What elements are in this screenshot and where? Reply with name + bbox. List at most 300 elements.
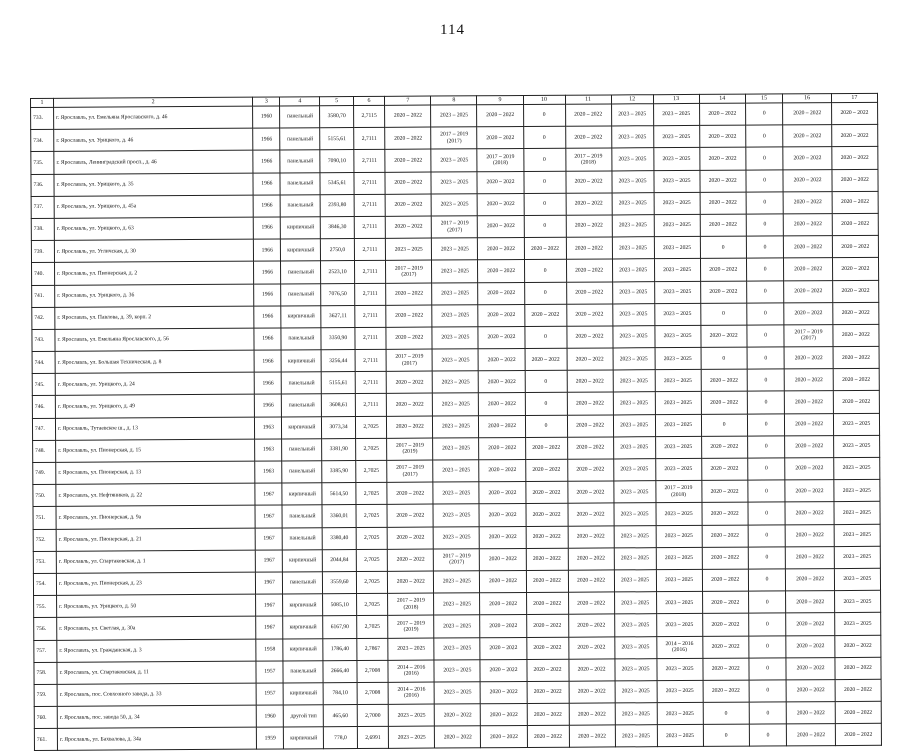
table-cell: 2666,40 xyxy=(323,660,357,682)
address-cell: г. Ярославль, ул. Пионерская, д. 15 xyxy=(56,439,255,462)
table-cell: 2020 – 2022 xyxy=(702,613,748,635)
table-cell: 0 xyxy=(747,436,785,458)
table-cell: 5614,50 xyxy=(322,483,356,505)
table-cell: 2020 – 2022 xyxy=(480,526,526,548)
table-cell: кирпичный xyxy=(282,483,322,505)
table-cell: 2020 – 2022 xyxy=(480,615,526,637)
address-cell: г. Ярославль, пос. завода 50, д. 34 xyxy=(57,705,256,728)
table-cell: 2017 – 2019 (2017) xyxy=(431,127,477,149)
table-cell: 2023 – 2025 xyxy=(655,414,701,436)
table-cell: 2020 – 2022 xyxy=(524,237,566,259)
table-cell: 2023 – 2025 xyxy=(653,170,699,192)
table-cell: 2023 – 2025 xyxy=(432,238,478,260)
address-cell: г. Ярославль, ул. Урицкого, д. 35 xyxy=(54,173,253,196)
table-cell: 465,60 xyxy=(323,705,357,727)
table-cell: 2020 – 2022 xyxy=(527,659,569,681)
table-cell: 739. xyxy=(31,240,54,262)
table-cell: 2023 – 2025 xyxy=(432,282,478,304)
table-cell: 1966 xyxy=(254,372,281,394)
column-header: 17 xyxy=(831,93,877,102)
table-cell: панельный xyxy=(280,106,320,128)
table-cell: 2020 – 2022 xyxy=(386,283,432,305)
column-header: 12 xyxy=(611,95,653,104)
table-cell: 2020 – 2022 xyxy=(386,371,432,393)
table-cell: 2020 – 2022 xyxy=(478,238,524,260)
table-cell: 2523,10 xyxy=(321,261,355,283)
table-cell: 7076,50 xyxy=(321,283,355,305)
table-cell: 1966 xyxy=(254,239,281,261)
table-cell: 2,7025 xyxy=(356,527,388,549)
table-cell: 2020 – 2022 xyxy=(699,148,745,170)
table-cell: 2020 – 2022 xyxy=(566,326,612,348)
table-cell: 2020 – 2022 xyxy=(784,302,832,324)
table-cell: 2,7025 xyxy=(355,416,387,438)
table-cell: 1967 xyxy=(255,550,282,572)
table-cell: 0 xyxy=(749,658,787,680)
table-cell: 0 xyxy=(747,303,785,325)
table-cell: 2,7111 xyxy=(354,172,386,194)
table-cell: 2020 – 2022 xyxy=(566,237,612,259)
table-cell: 2023 – 2025 xyxy=(834,524,880,546)
address-cell: г. Ярославль, ул. Урицкого, д. 46 xyxy=(54,128,253,151)
table-cell: 2020 – 2022 xyxy=(480,548,526,570)
table-cell: 2,7025 xyxy=(356,460,388,482)
table-cell: 2020 – 2022 xyxy=(567,459,613,481)
table-cell: 3580,70 xyxy=(320,106,354,128)
table-cell: 743. xyxy=(32,329,55,351)
table-cell: 742. xyxy=(32,307,55,329)
table-cell: 3360,01 xyxy=(322,505,356,527)
table-cell: 2023 – 2025 xyxy=(433,482,479,504)
table-cell: кирпичный xyxy=(284,683,324,705)
table-cell: другой тип xyxy=(284,705,324,727)
table-cell: 2023 – 2025 xyxy=(431,105,477,127)
table-cell: 2023 – 2025 xyxy=(613,414,655,436)
table-cell: 2023 – 2025 xyxy=(432,349,478,371)
table-row xyxy=(34,724,881,751)
table-cell: 0 xyxy=(524,171,566,193)
table-cell: 759. xyxy=(34,684,57,706)
table-cell: 2020 – 2022 xyxy=(566,215,612,237)
table-cell: 2020 – 2022 xyxy=(527,725,569,747)
table-cell: 2023 – 2025 xyxy=(834,480,880,502)
table-cell: 2020 – 2022 xyxy=(566,304,612,326)
table-cell: 2020 – 2022 xyxy=(479,393,525,415)
table-cell: 784,10 xyxy=(323,682,357,704)
table-cell: 2014 – 2016 (2016) xyxy=(388,660,434,682)
column-header: 16 xyxy=(783,94,831,103)
table-cell: 2023 – 2025 xyxy=(612,192,654,214)
column-header: 8 xyxy=(431,96,477,105)
table-cell: 2020 – 2022 xyxy=(478,215,524,237)
table-cell: 2020 – 2022 xyxy=(702,502,748,524)
table-cell: 2,7025 xyxy=(356,483,388,505)
table-cell: 2023 – 2025 xyxy=(612,281,654,303)
table-cell: 2017 – 2019 (2018) xyxy=(388,593,434,615)
table-cell: 2023 – 2025 xyxy=(655,347,701,369)
table-cell: 3627,11 xyxy=(321,305,355,327)
table-cell: 747. xyxy=(32,418,55,440)
address-cell: г. Ярославль, ул. Угличская, д. 30 xyxy=(54,239,253,262)
table-cell: 2020 – 2022 xyxy=(702,569,748,591)
table-cell: 0 xyxy=(746,169,784,191)
column-header: 4 xyxy=(280,97,320,106)
table-cell: 2020 – 2022 xyxy=(783,125,831,147)
table-cell: 0 xyxy=(524,282,566,304)
table-cell: 2020 – 2022 xyxy=(525,437,567,459)
table-cell: 2020 – 2022 xyxy=(525,348,567,370)
table-cell: 1966 xyxy=(253,173,280,195)
address-cell: г. Ярославль, ул. Светлая, д. 30а xyxy=(57,616,256,639)
table-cell: 0 xyxy=(748,480,786,502)
address-cell: г. Ярославль, ул. Урицкого, д. 63 xyxy=(54,217,253,240)
table-cell: 2023 – 2025 xyxy=(615,703,657,725)
table-cell: 2023 – 2025 xyxy=(434,659,480,681)
table-cell: 2023 – 2025 xyxy=(433,460,479,482)
table-cell: 1966 xyxy=(254,350,281,372)
table-cell: 2020 – 2022 xyxy=(387,504,433,526)
table-cell: 0 xyxy=(700,303,746,325)
table-cell: 2,7000 xyxy=(357,704,389,726)
table-cell: 735. xyxy=(31,152,54,174)
table-cell: 1966 xyxy=(253,195,280,217)
table-cell: 2017 – 2019 (2017) xyxy=(386,260,432,282)
table-cell: 2020 – 2022 xyxy=(479,504,525,526)
table-cell: 2023 – 2025 xyxy=(433,438,479,460)
table-cell: 3350,90 xyxy=(321,327,355,349)
table-cell: панельный xyxy=(281,194,321,216)
table-cell: 760. xyxy=(34,706,57,728)
table-cell: 2020 – 2022 xyxy=(569,703,615,725)
address-cell: г. Ярославль, ул. Павлова, д. 39, корп. 2 xyxy=(55,306,254,329)
table-cell: 758. xyxy=(34,662,57,684)
table-cell: 2020 – 2022 xyxy=(481,726,527,748)
table-cell: кирпичный xyxy=(281,305,321,327)
address-cell: г. Ярославль, Ленинградский просп., д. 46 xyxy=(54,151,253,174)
table-cell: 753. xyxy=(33,551,56,573)
table-cell: 2020 – 2022 xyxy=(702,636,748,658)
table-cell: 2020 – 2022 xyxy=(567,481,613,503)
table-cell: 2020 – 2022 xyxy=(785,347,833,369)
table-cell: 733. xyxy=(31,107,54,129)
table-cell: 2020 – 2022 xyxy=(566,281,612,303)
table-cell: 1960 xyxy=(256,705,283,727)
table-cell: панельный xyxy=(281,261,321,283)
address-cell: г. Ярославль, ул. Пионерская, д. 9а xyxy=(56,506,255,529)
table-cell: 7090,10 xyxy=(320,150,354,172)
table-cell: 2020 – 2022 xyxy=(386,327,432,349)
table-cell: панельный xyxy=(281,283,321,305)
table-cell: 2023 – 2025 xyxy=(654,192,700,214)
address-cell: г. Ярославль, ул. Урицкого, д. 45а xyxy=(54,195,253,218)
table-cell: 2,7025 xyxy=(356,616,388,638)
table-cell: 2023 – 2025 xyxy=(434,593,480,615)
table-cell: 1959 xyxy=(257,727,284,749)
table-cell: 0 xyxy=(703,702,749,724)
table-cell: 2023 – 2025 xyxy=(432,304,478,326)
table-cell: 0 xyxy=(523,149,565,171)
table-cell: 2020 – 2022 xyxy=(478,260,524,282)
column-header: 5 xyxy=(320,97,354,106)
table-cell: 2020 – 2022 xyxy=(785,391,833,413)
table-cell: 2020 – 2022 xyxy=(566,193,612,215)
table-cell: 2020 – 2022 xyxy=(784,191,832,213)
table-cell: 2023 – 2025 xyxy=(433,526,479,548)
table-cell: 1967 xyxy=(255,483,282,505)
table-cell: 2020 – 2022 xyxy=(526,615,568,637)
table-cell: 2020 – 2022 xyxy=(832,258,878,280)
table-cell: панельный xyxy=(282,372,322,394)
table-cell: 1967 xyxy=(256,616,283,638)
table-cell: 0 xyxy=(523,104,565,126)
table-cell: 2023 – 2025 xyxy=(834,568,880,590)
table-cell: 2023 – 2025 xyxy=(656,614,702,636)
table-cell: 2023 – 2025 xyxy=(614,592,656,614)
table-cell: 2020 – 2022 xyxy=(785,435,833,457)
table-cell: 2020 – 2022 xyxy=(785,502,833,524)
table-cell: 2023 – 2025 xyxy=(388,704,434,726)
table-cell: 2020 – 2022 xyxy=(388,571,434,593)
table-cell: 2020 – 2022 xyxy=(565,171,611,193)
table-cell: 2023 – 2025 xyxy=(433,371,479,393)
address-cell: г. Ярославль, ул. Пионерская, д. 23 xyxy=(56,572,255,595)
table-cell: панельный xyxy=(280,128,320,150)
table-cell: 2023 – 2025 xyxy=(654,281,700,303)
column-header: 13 xyxy=(653,94,699,103)
table-cell: 2044,84 xyxy=(323,549,357,571)
table-cell: 2020 – 2022 xyxy=(700,258,746,280)
table-cell: 2020 – 2022 xyxy=(701,458,747,480)
table-cell: 0 xyxy=(747,325,785,347)
table-cell: 2023 – 2025 xyxy=(655,370,701,392)
table-cell: 2020 – 2022 xyxy=(566,259,612,281)
table-cell: 2020 – 2022 xyxy=(702,525,748,547)
table-cell: 3380,40 xyxy=(322,527,356,549)
table-cell: 2023 – 2025 xyxy=(433,415,479,437)
table-cell: 2,7025 xyxy=(356,505,388,527)
table-cell: 0 xyxy=(748,613,786,635)
table-cell: 2020 – 2022 xyxy=(524,304,566,326)
table-cell: 3559,60 xyxy=(323,571,357,593)
table-cell: 746. xyxy=(32,396,55,418)
table-cell: 2020 – 2022 xyxy=(835,657,881,679)
table-cell: 1967 xyxy=(255,505,282,527)
table-cell: 2023 – 2025 xyxy=(657,725,703,747)
page-number: 114 xyxy=(440,22,465,38)
table-cell: 2020 – 2022 xyxy=(481,681,527,703)
table-cell: 2,7111 xyxy=(355,394,387,416)
table-cell: 0 xyxy=(525,393,567,415)
table-cell: панельный xyxy=(282,505,322,527)
table-cell: 2020 – 2022 xyxy=(385,127,431,149)
table-cell: 2023 – 2025 xyxy=(614,547,656,569)
table-cell: 2023 – 2025 xyxy=(432,260,478,282)
table-cell: 0 xyxy=(746,214,784,236)
table-cell: 1966 xyxy=(254,328,281,350)
table-cell: 2014 – 2016 (2016) xyxy=(388,682,434,704)
table-cell: 1966 xyxy=(253,128,280,150)
table-cell: 754. xyxy=(33,573,56,595)
table-cell: 2,7111 xyxy=(355,372,387,394)
table-cell: 2020 – 2022 xyxy=(385,105,431,127)
address-cell: г. Ярославль, ул. Урицкого, д. 49 xyxy=(55,395,254,418)
table-cell: 2020 – 2022 xyxy=(784,258,832,280)
table-cell: 2020 – 2022 xyxy=(701,436,747,458)
table-cell: панельный xyxy=(281,328,321,350)
table-cell: 2020 – 2022 xyxy=(478,304,524,326)
table-cell: 2023 – 2025 xyxy=(613,370,655,392)
table-cell: 2020 – 2022 xyxy=(435,704,481,726)
table-cell: 2023 – 2025 xyxy=(434,615,480,637)
table-cell: 2020 – 2022 xyxy=(783,147,831,169)
table-cell: 2023 – 2025 xyxy=(657,702,703,724)
table-cell: 2020 – 2022 xyxy=(526,592,568,614)
table-cell: 2023 – 2025 xyxy=(434,682,480,704)
table-cell: 3381,90 xyxy=(322,438,356,460)
table-cell: 2020 – 2022 xyxy=(786,591,834,613)
column-header: 15 xyxy=(745,94,783,103)
table-cell: панельный xyxy=(283,572,323,594)
table-cell: 2393,80 xyxy=(320,194,354,216)
table-cell: 2020 – 2022 xyxy=(786,546,834,568)
column-header: 14 xyxy=(699,94,745,103)
table-cell: 2020 – 2022 xyxy=(699,125,745,147)
address-cell: г. Ярославль, ул. Емельяна Ярославского, д. 46 xyxy=(54,106,253,129)
column-header: 6 xyxy=(353,96,384,105)
table-cell: 2023 – 2025 xyxy=(612,170,654,192)
table-cell: 1963 xyxy=(255,439,282,461)
table-cell: 2023 – 2025 xyxy=(614,525,656,547)
table-cell: 0 xyxy=(524,326,566,348)
table-cell: 0 xyxy=(524,215,566,237)
capital-repair-table xyxy=(30,93,882,751)
table-cell: 736. xyxy=(31,174,54,196)
table-cell: 2023 – 2025 xyxy=(433,393,479,415)
table-cell: 2020 – 2022 xyxy=(567,437,613,459)
table-cell: 2020 – 2022 xyxy=(385,194,431,216)
table-cell: 0 xyxy=(747,414,785,436)
table-cell: 0 xyxy=(525,415,567,437)
table-cell: 2020 – 2022 xyxy=(479,459,525,481)
table-cell: 0 xyxy=(745,103,783,125)
table-cell: 2020 – 2022 xyxy=(568,592,614,614)
table-cell: 750. xyxy=(33,485,56,507)
table-cell: 0 xyxy=(746,258,784,280)
table-cell: 2020 – 2022 xyxy=(783,169,831,191)
table-cell: 734. xyxy=(31,130,54,152)
table-cell: 2023 – 2025 xyxy=(657,680,703,702)
table-cell: 2020 – 2022 xyxy=(480,570,526,592)
table-cell: 2,6991 xyxy=(357,727,389,749)
table-cell: 0 xyxy=(701,347,747,369)
column-header: 3 xyxy=(253,97,280,106)
table-cell: 1957 xyxy=(256,661,283,683)
table-cell: 1960 xyxy=(253,106,280,128)
table-cell: 5345,61 xyxy=(320,172,354,194)
table-cell: 2020 – 2022 xyxy=(787,724,835,746)
table-cell: 2023 – 2025 xyxy=(613,326,655,348)
table-cell: 2,7008 xyxy=(357,682,389,704)
address-cell: г. Ярославль, ул. Спартаковская, д. 1 xyxy=(56,550,255,573)
table-cell: 757. xyxy=(34,640,57,662)
table-cell: 0 xyxy=(525,370,567,392)
table-cell: 6167,90 xyxy=(323,616,357,638)
table-cell: 2020 – 2022 xyxy=(831,102,877,124)
table-cell: 2020 – 2022 xyxy=(568,570,614,592)
table-cell: кирпичный xyxy=(281,239,321,261)
table-cell: 2017 – 2019 (2017) xyxy=(432,216,478,238)
table-cell: 2,7025 xyxy=(356,549,388,571)
table-cell: 2023 – 2025 xyxy=(654,214,700,236)
table-cell: 2020 – 2022 xyxy=(569,725,615,747)
table-cell: 2020 – 2022 xyxy=(435,726,481,748)
address-cell: г. Ярославль, Тутаевское ш., д. 13 xyxy=(56,417,255,440)
table-cell: 2020 – 2022 xyxy=(479,349,525,371)
table-cell: 2023 – 2025 xyxy=(613,392,655,414)
address-cell: г. Ярославль, ул. Пионерская, д. 13 xyxy=(56,461,255,484)
table-cell: 2023 – 2025 xyxy=(653,103,699,125)
table-cell: 0 xyxy=(747,369,785,391)
table-cell: 2023 – 2025 xyxy=(656,592,702,614)
table-cell: 2020 – 2022 xyxy=(479,482,525,504)
table-cell: 1967 xyxy=(256,572,283,594)
table-cell: 0 xyxy=(748,569,786,591)
table-cell: 2020 – 2022 xyxy=(569,681,615,703)
table-cell: 2017 – 2019 (2018) xyxy=(477,149,523,171)
table-cell: 2023 – 2025 xyxy=(613,459,655,481)
table-cell: 0 xyxy=(748,547,786,569)
table-cell: 2023 – 2025 xyxy=(613,348,655,370)
table-cell: 2017 – 2019 (2017) xyxy=(387,460,433,482)
table-cell: 2020 – 2022 xyxy=(479,415,525,437)
table-cell: 2023 – 2025 xyxy=(654,237,700,259)
table-cell: панельный xyxy=(282,461,322,483)
table-cell: 748. xyxy=(33,440,56,462)
table-cell: 2023 – 2025 xyxy=(655,392,701,414)
table-cell: 0 xyxy=(701,414,747,436)
table-cell: 2023 – 2025 xyxy=(613,437,655,459)
table-cell: 2023 – 2025 xyxy=(615,658,657,680)
table-cell: 1966 xyxy=(255,394,282,416)
table-cell: 756. xyxy=(34,618,57,640)
address-cell: г. Ярославль, ул. Емельяна Ярославского, д. 56 xyxy=(55,328,254,351)
table-cell: 2020 – 2022 xyxy=(385,172,431,194)
table-cell: 2017 – 2019 (2017) xyxy=(434,549,480,571)
table-cell: 2020 – 2022 xyxy=(480,637,526,659)
table-cell: 2020 – 2022 xyxy=(387,482,433,504)
table-cell: 2020 – 2022 xyxy=(568,659,614,681)
table-cell: 2023 – 2025 xyxy=(656,525,702,547)
address-cell: г. Ярославль, ул. Урицкого, д. 36 xyxy=(55,284,254,307)
table-cell: 2023 – 2025 xyxy=(431,171,477,193)
table-cell: 2023 – 2025 xyxy=(614,570,656,592)
table-cell: 2,7111 xyxy=(355,327,387,349)
table-cell: 2023 – 2025 xyxy=(834,502,880,524)
table-cell: 744. xyxy=(32,351,55,373)
table-cell: 2020 – 2022 xyxy=(526,548,568,570)
address-cell: г. Ярославль, ул. Гражданская, д. 3 xyxy=(57,639,256,662)
table-cell: 2,7008 xyxy=(357,660,389,682)
table-cell: 2020 – 2022 xyxy=(783,103,831,125)
table-cell: 2020 – 2022 xyxy=(385,149,431,171)
table-cell: 0 xyxy=(749,680,787,702)
table-cell: 2,7867 xyxy=(357,638,389,660)
table-cell: 2014 – 2016 (2016) xyxy=(656,636,702,658)
table-cell: кирпичный xyxy=(283,594,323,616)
table-cell: 778,0 xyxy=(324,727,358,749)
table-cell: 2,7111 xyxy=(354,261,386,283)
table-cell: 2023 – 2025 xyxy=(613,481,655,503)
